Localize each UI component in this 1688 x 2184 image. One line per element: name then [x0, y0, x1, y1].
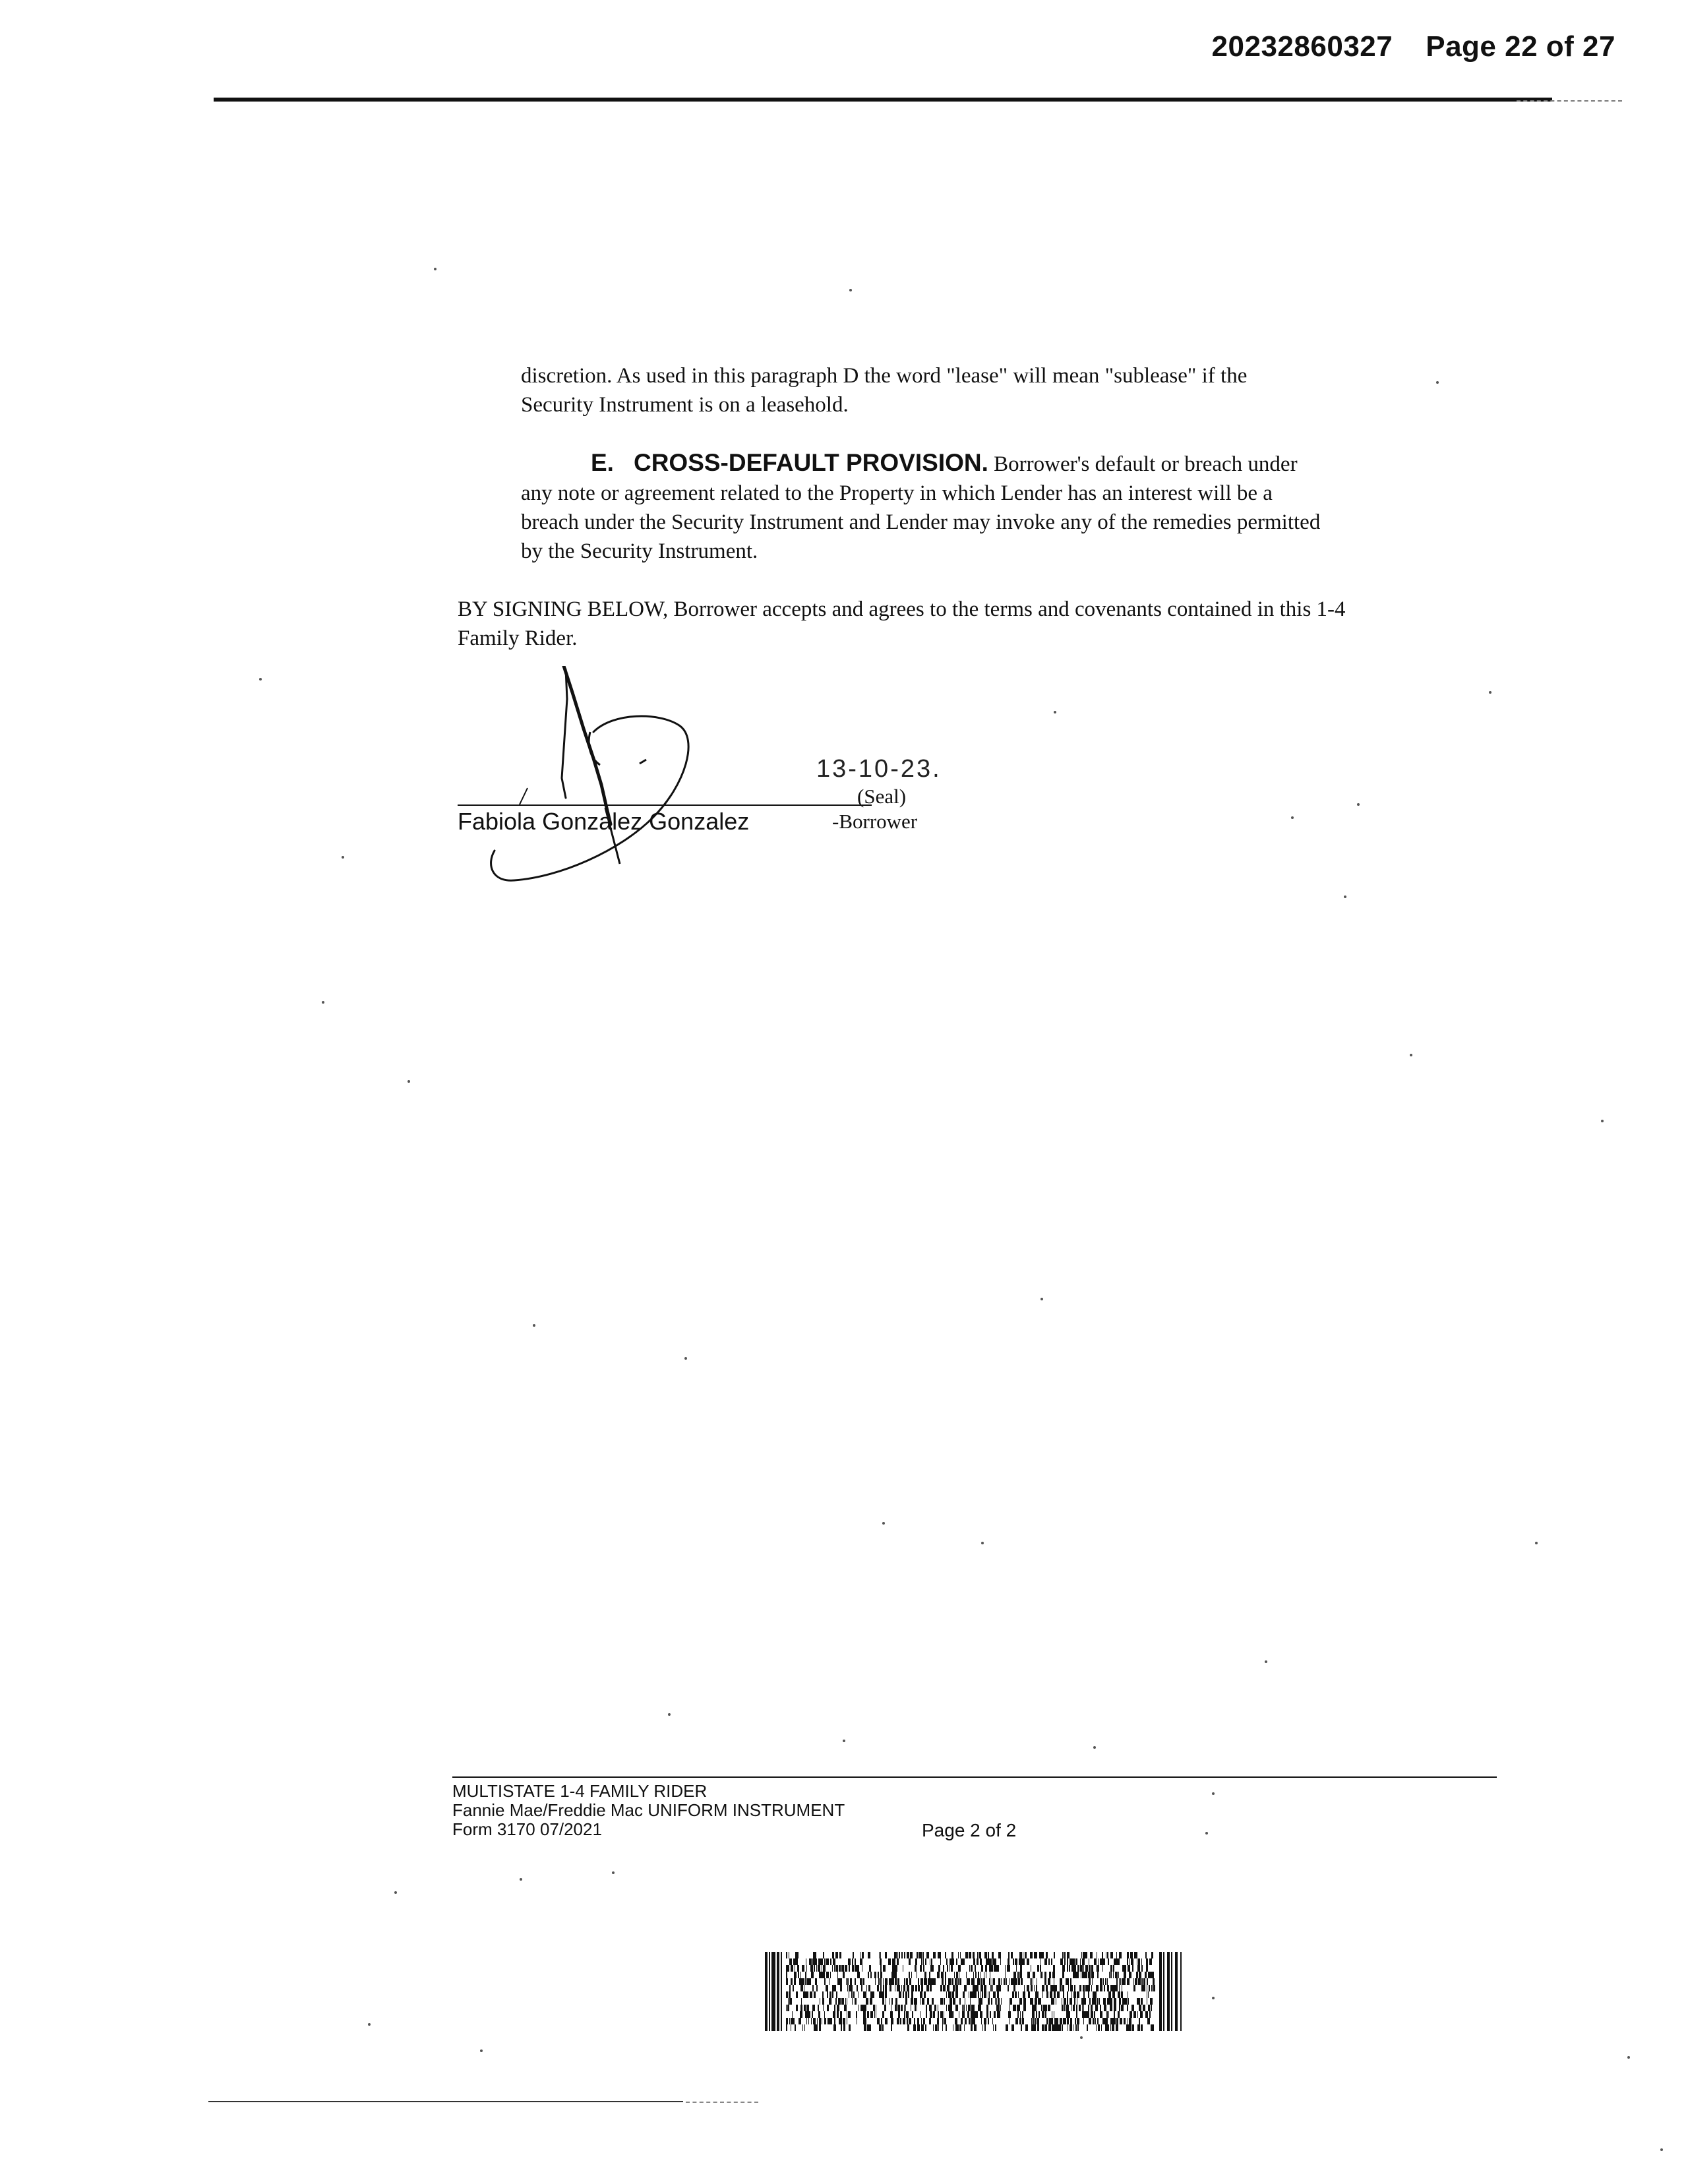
form-page-number: Page 2 of 2	[922, 1820, 1017, 1840]
borrower-role-label: -Borrower	[832, 810, 918, 833]
paragraph-d	[521, 361, 1247, 419]
form-footer	[452, 1782, 845, 1839]
form-instrument: Fannie Mae/Freddie Mac UNIFORM INSTRUMENT	[452, 1800, 845, 1820]
paragraph-e-first-line: Borrower's default or breach under	[994, 452, 1298, 476]
page-indicator: Page 22 of 27	[1426, 30, 1615, 63]
signing-statement-line: BY SIGNING BELOW, Borrower accepts and agrees to the terms and covenants contained in this 1-4	[458, 597, 1346, 621]
handwritten-signature	[488, 666, 765, 903]
signing-statement-line: Family Rider.	[458, 626, 578, 650]
document-header	[1212, 30, 1615, 63]
signing-statement	[458, 595, 1346, 653]
form-number: Form 3170 07/2021	[452, 1819, 602, 1839]
footer-rule	[452, 1776, 1497, 1778]
form-name: MULTISTATE 1-4 FAMILY RIDER	[452, 1781, 708, 1801]
handwritten-date: 13-10-23.	[816, 755, 942, 783]
paragraph-e-letter: E.	[591, 449, 614, 476]
paragraph-e-line: breach under the Security Instrument and Lender may invoke any of the remedies permitted	[521, 510, 1321, 534]
paragraph-d-line: discretion. As used in this paragraph D the word "lease" will mean "sublease" if the	[521, 364, 1248, 388]
header-rule	[214, 98, 1552, 102]
paragraph-e-title: CROSS-DEFAULT PROVISION.	[633, 449, 988, 476]
paragraph-e	[521, 448, 1320, 566]
seal-label: (Seal)	[857, 785, 907, 808]
header-rule-tail	[1517, 100, 1622, 103]
borrower-name: Fabiola Gonzalez Gonzalez	[458, 808, 750, 835]
paragraph-e-heading-row	[521, 448, 1320, 479]
bottom-rule-tail	[686, 2102, 758, 2103]
paragraph-e-line: by the Security Instrument.	[521, 539, 758, 563]
document-number: 20232860327	[1211, 30, 1393, 63]
bottom-rule	[208, 2101, 683, 2102]
paragraph-d-line: Security Instrument is on a leasehold.	[521, 393, 849, 417]
pdf417-barcode	[765, 1952, 1187, 2031]
paragraph-e-line: any note or agreement related to the Property in which Lender has an interest will be a	[521, 481, 1273, 505]
